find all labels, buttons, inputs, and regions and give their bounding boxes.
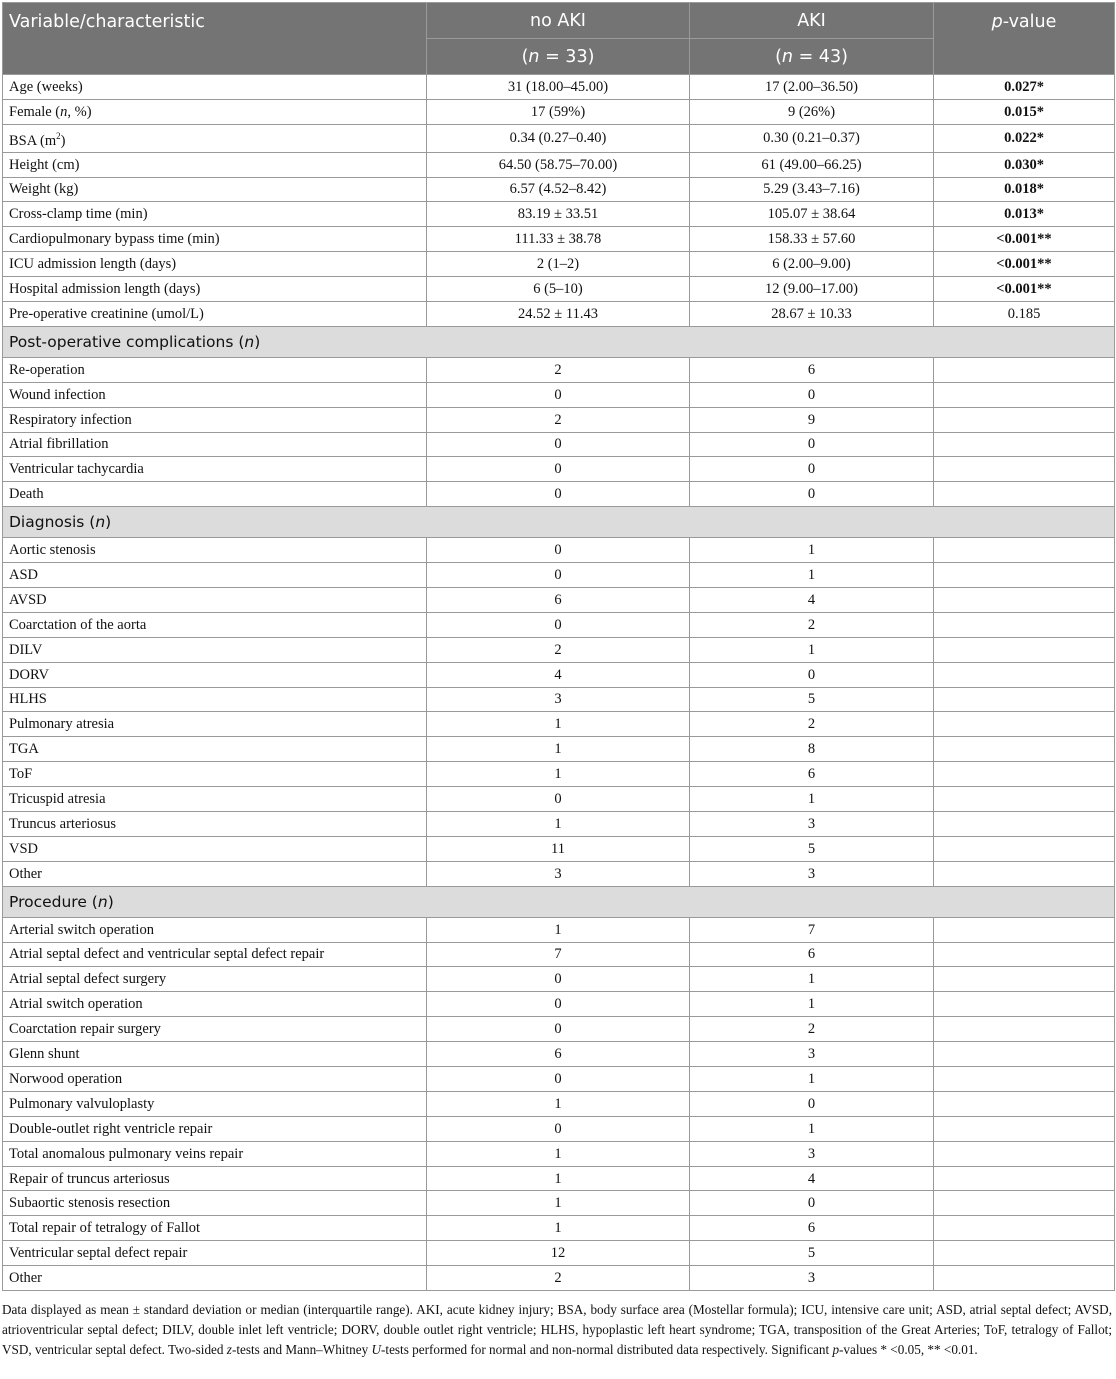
p-value: <0.001** (934, 227, 1115, 252)
aki-value: 28.67 ± 10.33 (690, 301, 934, 326)
row-label: TGA (3, 737, 427, 762)
row-label: Hospital admission length (days) (3, 277, 427, 302)
no-aki-value: 6 (427, 587, 690, 612)
table-row (3, 836, 1115, 861)
aki-value: 0 (690, 432, 934, 457)
row-label: Total anomalous pulmonary veins repair (3, 1141, 427, 1166)
no-aki-value: 0 (427, 538, 690, 563)
aki-value: 3 (690, 1042, 934, 1067)
table-row (3, 432, 1115, 457)
row-label: Wound infection (3, 382, 427, 407)
p-value (934, 992, 1115, 1017)
table-row (3, 202, 1115, 227)
no-aki-value: 0 (427, 1116, 690, 1141)
aki-value: 4 (690, 587, 934, 612)
p-value: 0.013* (934, 202, 1115, 227)
table-row (3, 124, 1115, 152)
no-aki-value: 12 (427, 1241, 690, 1266)
no-aki-value: 0 (427, 382, 690, 407)
table-row (3, 382, 1115, 407)
table-row (3, 75, 1115, 100)
no-aki-value: 64.50 (58.75–70.00) (427, 152, 690, 177)
no-aki-value: 1 (427, 1166, 690, 1191)
aki-value: 5 (690, 836, 934, 861)
row-label: Re-operation (3, 357, 427, 382)
p-value (934, 357, 1115, 382)
p-value (934, 861, 1115, 886)
section-title: Procedure (n) (3, 886, 1115, 917)
aki-value: 105.07 ± 38.64 (690, 202, 934, 227)
table-row (3, 587, 1115, 612)
no-aki-value: 0 (427, 612, 690, 637)
row-label: Pulmonary atresia (3, 712, 427, 737)
aki-value: 0 (690, 662, 934, 687)
table-row (3, 482, 1115, 507)
no-aki-value: 6 (427, 1042, 690, 1067)
table-row (3, 1141, 1115, 1166)
aki-value: 1 (690, 1067, 934, 1092)
aki-value: 1 (690, 637, 934, 662)
table-row (3, 1042, 1115, 1067)
header-aki: AKI (690, 3, 934, 39)
aki-value: 6 (2.00–9.00) (690, 252, 934, 277)
aki-value: 0 (690, 1091, 934, 1116)
table-row (3, 612, 1115, 637)
no-aki-value: 4 (427, 662, 690, 687)
p-value (934, 587, 1115, 612)
aki-value: 2 (690, 712, 934, 737)
no-aki-value: 0.34 (0.27–0.40) (427, 124, 690, 152)
table-row (3, 942, 1115, 967)
no-aki-value: 0 (427, 1067, 690, 1092)
aki-value: 6 (690, 942, 934, 967)
p-value (934, 482, 1115, 507)
aki-value: 17 (2.00–36.50) (690, 75, 934, 100)
table-container (2, 2, 1114, 1291)
table-row (3, 811, 1115, 836)
p-value (934, 1166, 1115, 1191)
aki-value: 5 (690, 1241, 934, 1266)
row-label: VSD (3, 836, 427, 861)
table-footnote: Data displayed as mean ± standard deviation or median (interquartile range). AKI, acute kidney injury; BSA, body surface area (Mostellar formula); ICU, intensive care unit; ASD, atrial septal defect; AVSD, atrioventricular septal defect; DILV, double inlet left ventricle; DORV, double outlet right ventricle; HLHS, hypoplastic left heart syndrome; TGA, transposition of the Great Arteries; ToF, tetralogy of Fallot; VSD, ventricular septal defect. Two-sided z-tests and Mann–Whitney U-tests performed for normal and non-normal distributed data respectively. Significant p-values * <0.05, ** <0.01. (2, 1302, 1112, 1357)
aki-value: 1 (690, 787, 934, 812)
no-aki-value: 0 (427, 967, 690, 992)
aki-value: 0 (690, 1191, 934, 1216)
table-row (3, 1191, 1115, 1216)
p-value (934, 942, 1115, 967)
section-title: Diagnosis (n) (3, 507, 1115, 538)
table-row (3, 277, 1115, 302)
row-label: Atrial switch operation (3, 992, 427, 1017)
row-label: Coarctation of the aorta (3, 612, 427, 637)
table-row (3, 1241, 1115, 1266)
table-row (3, 1166, 1115, 1191)
header-p-value: p-value (934, 3, 1115, 75)
no-aki-value: 11 (427, 836, 690, 861)
table-row (3, 762, 1115, 787)
row-label: Truncus arteriosus (3, 811, 427, 836)
table-row (3, 712, 1115, 737)
header-variable: Variable/characteristic (3, 3, 427, 75)
row-label: Aortic stenosis (3, 538, 427, 563)
table-row (3, 301, 1115, 326)
row-label: Respiratory infection (3, 407, 427, 432)
row-label: ToF (3, 762, 427, 787)
p-value (934, 1141, 1115, 1166)
aki-value: 12 (9.00–17.00) (690, 277, 934, 302)
p-value (934, 637, 1115, 662)
no-aki-value: 3 (427, 687, 690, 712)
p-value (934, 1042, 1115, 1067)
row-label: Subaortic stenosis resection (3, 1191, 427, 1216)
section-title: Post-operative complications (n) (3, 326, 1115, 357)
aki-value: 6 (690, 357, 934, 382)
no-aki-value: 1 (427, 1091, 690, 1116)
p-value: 0.185 (934, 301, 1115, 326)
no-aki-value: 3 (427, 861, 690, 886)
aki-value: 0 (690, 382, 934, 407)
row-label: BSA $(m^2)$ (3, 124, 427, 152)
aki-value: 0.30 (0.21–0.37) (690, 124, 934, 152)
no-aki-value: 0 (427, 992, 690, 1017)
aki-value: 2 (690, 612, 934, 637)
no-aki-value: 1 (427, 1191, 690, 1216)
row-label: Weight (kg) (3, 177, 427, 202)
table-row (3, 177, 1115, 202)
row-label: Atrial septal defect surgery (3, 967, 427, 992)
table-row (3, 1216, 1115, 1241)
p-value (934, 811, 1115, 836)
table-row (3, 787, 1115, 812)
row-label: Age (weeks) (3, 75, 427, 100)
row-label: Norwood operation (3, 1067, 427, 1092)
aki-value: 1 (690, 1116, 934, 1141)
table-row (3, 457, 1115, 482)
no-aki-value: 0 (427, 787, 690, 812)
table-row (3, 252, 1115, 277)
p-value (934, 787, 1115, 812)
row-label: Ventricular septal defect repair (3, 1241, 427, 1266)
table-row (3, 1091, 1115, 1116)
table-row (3, 99, 1115, 124)
no-aki-value: 2 (427, 1266, 690, 1291)
row-label: Atrial septal defect and ventricular septal defect repair (3, 942, 427, 967)
row-label: Coarctation repair surgery (3, 1017, 427, 1042)
no-aki-value: 31 (18.00–45.00) (427, 75, 690, 100)
row-label: AVSD (3, 587, 427, 612)
no-aki-value: 2 (427, 357, 690, 382)
p-value (934, 1266, 1115, 1291)
p-value (934, 1091, 1115, 1116)
row-label: Pre-operative creatinine (umol/L) (3, 301, 427, 326)
aki-value: 0 (690, 457, 934, 482)
p-value: 0.022* (934, 124, 1115, 152)
aki-value: 61 (49.00–66.25) (690, 152, 934, 177)
no-aki-value: 6 (5–10) (427, 277, 690, 302)
row-label: Female (n, %) (3, 99, 427, 124)
aki-value: 8 (690, 737, 934, 762)
row-label: Death (3, 482, 427, 507)
aki-value: 5 (690, 687, 934, 712)
no-aki-value: 0 (427, 432, 690, 457)
aki-value: 1 (690, 992, 934, 1017)
table-row (3, 1266, 1115, 1291)
aki-value: 2 (690, 1017, 934, 1042)
p-value (934, 967, 1115, 992)
no-aki-value: 111.33 ± 38.78 (427, 227, 690, 252)
table-row (3, 357, 1115, 382)
p-value (934, 432, 1115, 457)
p-value (934, 687, 1115, 712)
row-label: Other (3, 861, 427, 886)
p-value (934, 1116, 1115, 1141)
table-row (3, 1017, 1115, 1042)
no-aki-value: 1 (427, 1141, 690, 1166)
p-value (934, 612, 1115, 637)
p-value: <0.001** (934, 252, 1115, 277)
row-label: Glenn shunt (3, 1042, 427, 1067)
aki-value: 9 (690, 407, 934, 432)
table-row (3, 1116, 1115, 1141)
aki-value: 5.29 (3.43–7.16) (690, 177, 934, 202)
row-label: ASD (3, 563, 427, 588)
header-aki-n: (n = 43) (690, 39, 934, 75)
no-aki-value: 1 (427, 762, 690, 787)
aki-value: 4 (690, 1166, 934, 1191)
table-row (3, 407, 1115, 432)
row-label: Cross-clamp time (min) (3, 202, 427, 227)
table-row (3, 662, 1115, 687)
p-value (934, 662, 1115, 687)
no-aki-value: 2 (427, 637, 690, 662)
table-row (3, 737, 1115, 762)
row-label: Arterial switch operation (3, 917, 427, 942)
p-value (934, 737, 1115, 762)
aki-value: 1 (690, 967, 934, 992)
p-value (934, 1067, 1115, 1092)
section-header-row (3, 886, 1115, 917)
row-label: Height (cm) (3, 152, 427, 177)
table-row (3, 1067, 1115, 1092)
no-aki-value: 0 (427, 1017, 690, 1042)
no-aki-value: 1 (427, 737, 690, 762)
no-aki-value: 1 (427, 712, 690, 737)
p-value (934, 712, 1115, 737)
no-aki-value: 6.57 (4.52–8.42) (427, 177, 690, 202)
table-row (3, 538, 1115, 563)
table-row (3, 637, 1115, 662)
p-value (934, 1191, 1115, 1216)
aki-value: 6 (690, 1216, 934, 1241)
no-aki-value: 17 (59%) (427, 99, 690, 124)
p-value (934, 563, 1115, 588)
p-value: 0.027* (934, 75, 1115, 100)
p-value (934, 382, 1115, 407)
row-label: Double-outlet right ventricle repair (3, 1116, 427, 1141)
table-header (3, 3, 1115, 75)
no-aki-value: 1 (427, 811, 690, 836)
p-value: 0.030* (934, 152, 1115, 177)
aki-value: 1 (690, 538, 934, 563)
table-row (3, 917, 1115, 942)
no-aki-value: 1 (427, 917, 690, 942)
table-row (3, 152, 1115, 177)
row-label: Repair of truncus arteriosus (3, 1166, 427, 1191)
aki-value: 158.33 ± 57.60 (690, 227, 934, 252)
header-no-aki: no AKI (427, 3, 690, 39)
section-header-row (3, 326, 1115, 357)
p-value: 0.015* (934, 99, 1115, 124)
p-value (934, 1216, 1115, 1241)
row-label: Cardiopulmonary bypass time (min) (3, 227, 427, 252)
table-row (3, 563, 1115, 588)
row-label: Total repair of tetralogy of Fallot (3, 1216, 427, 1241)
row-label: DILV (3, 637, 427, 662)
table-row (3, 861, 1115, 886)
p-value (934, 538, 1115, 563)
row-label: Pulmonary valvuloplasty (3, 1091, 427, 1116)
table-row (3, 687, 1115, 712)
row-label: Tricuspid atresia (3, 787, 427, 812)
characteristics-table (2, 2, 1115, 1291)
p-value (934, 836, 1115, 861)
p-value (934, 407, 1115, 432)
table-row (3, 227, 1115, 252)
aki-value: 0 (690, 482, 934, 507)
header-no-aki-n: (n = 33) (427, 39, 690, 75)
section-header-row (3, 507, 1115, 538)
no-aki-value: 2 (1–2) (427, 252, 690, 277)
row-label: Ventricular tachycardia (3, 457, 427, 482)
table-row (3, 967, 1115, 992)
row-label: ICU admission length (days) (3, 252, 427, 277)
no-aki-value: 83.19 ± 33.51 (427, 202, 690, 227)
row-label: Other (3, 1266, 427, 1291)
no-aki-value: 0 (427, 482, 690, 507)
no-aki-value: 7 (427, 942, 690, 967)
table-row (3, 992, 1115, 1017)
aki-value: 3 (690, 1141, 934, 1166)
row-label: HLHS (3, 687, 427, 712)
aki-value: 9 (26%) (690, 99, 934, 124)
aki-value: 1 (690, 563, 934, 588)
no-aki-value: 2 (427, 407, 690, 432)
p-value: <0.001** (934, 277, 1115, 302)
row-label: Atrial fibrillation (3, 432, 427, 457)
aki-value: 6 (690, 762, 934, 787)
no-aki-value: 0 (427, 563, 690, 588)
p-value (934, 1241, 1115, 1266)
aki-value: 3 (690, 861, 934, 886)
p-value (934, 762, 1115, 787)
no-aki-value: 24.52 ± 11.43 (427, 301, 690, 326)
no-aki-value: 1 (427, 1216, 690, 1241)
row-label: DORV (3, 662, 427, 687)
p-value: 0.018* (934, 177, 1115, 202)
p-value (934, 1017, 1115, 1042)
p-value (934, 917, 1115, 942)
table-body (3, 75, 1115, 1291)
p-value (934, 457, 1115, 482)
aki-value: 3 (690, 811, 934, 836)
aki-value: 7 (690, 917, 934, 942)
no-aki-value: 0 (427, 457, 690, 482)
aki-value: 3 (690, 1266, 934, 1291)
